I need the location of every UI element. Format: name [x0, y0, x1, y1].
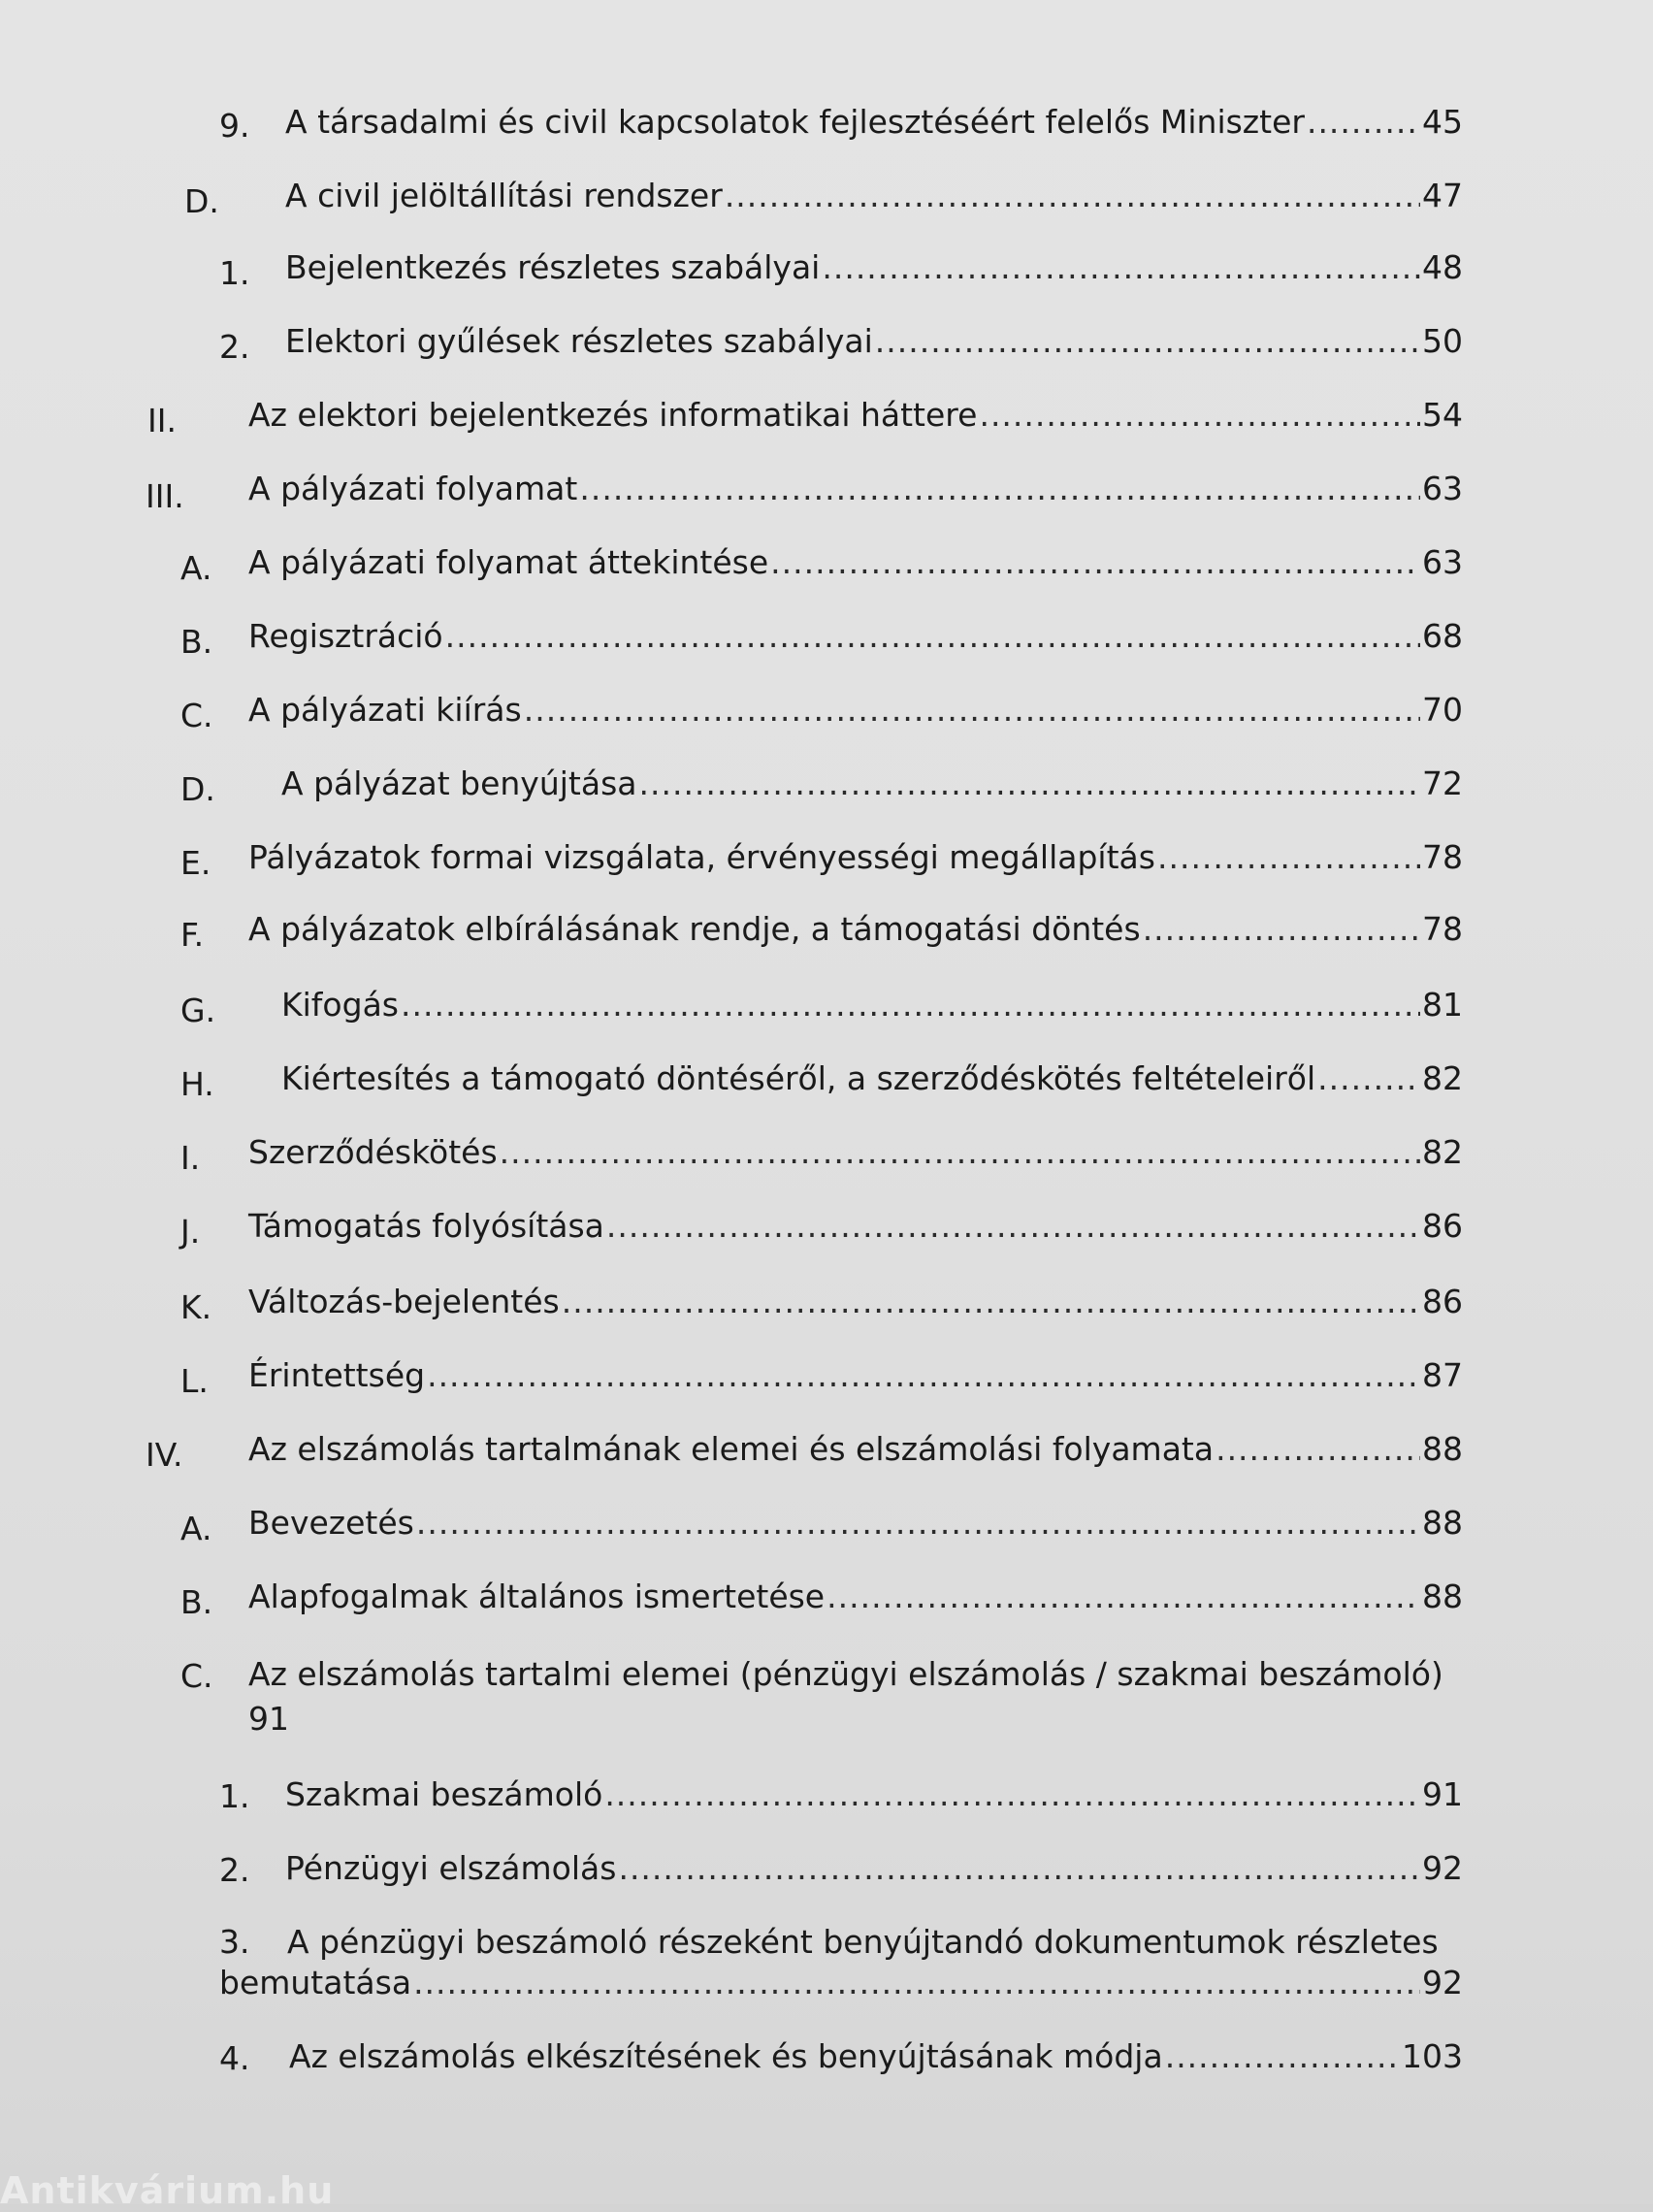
toc-entry[interactable] — [285, 1775, 1463, 1814]
dot-leader — [413, 1964, 1420, 2002]
toc-number: II. — [147, 402, 177, 439]
toc-number: IV. — [146, 1436, 183, 1474]
toc-entry[interactable] — [248, 1504, 1463, 1543]
dot-leader — [638, 764, 1420, 803]
toc-entry[interactable] — [248, 691, 1463, 730]
toc-entry-title: Szakmai beszámoló — [285, 1775, 603, 1813]
toc-number: K. — [180, 1288, 212, 1326]
toc-page-number: 81 — [1422, 986, 1463, 1024]
toc-entry-title: Az elszámolás elkészítésének és benyújtásának módja — [289, 2037, 1163, 2075]
toc-entry-title: Az elektori bejelentkezés informatikai háttere — [248, 396, 978, 434]
toc-number: 2. — [219, 328, 250, 366]
toc-entry-title: Regisztráció — [248, 617, 443, 655]
toc-page-number: 68 — [1422, 617, 1463, 655]
dot-leader — [500, 1133, 1420, 1172]
dot-leader — [604, 1775, 1420, 1814]
toc-number: I. — [180, 1139, 201, 1177]
toc-entry[interactable] — [248, 1207, 1463, 1246]
toc-number: A. — [180, 549, 212, 587]
toc-number: 4. — [219, 2039, 250, 2077]
toc-entry[interactable] — [281, 764, 1463, 803]
toc-entry-title: A pályázati kiírás — [248, 691, 522, 729]
toc-number: H. — [180, 1065, 214, 1103]
toc-entry-title: Bevezetés — [248, 1504, 414, 1542]
toc-page-number: 91 — [248, 1700, 289, 1738]
toc-page-number: 45 — [1422, 103, 1463, 141]
toc-entry-title: Kiértesítés a támogató döntéséről, a szerződéskötés feltételeiről — [281, 1059, 1316, 1097]
dot-leader — [1143, 910, 1420, 949]
toc-entry[interactable] — [248, 396, 1463, 435]
toc-number: D. — [184, 182, 219, 220]
toc-page-number: 88 — [1422, 1430, 1463, 1468]
dot-leader — [606, 1207, 1420, 1246]
dot-leader — [579, 470, 1420, 508]
toc-page-number: 103 — [1402, 2037, 1463, 2075]
toc-page-number: 86 — [1422, 1207, 1463, 1245]
toc-number: B. — [180, 1583, 213, 1621]
toc-entry[interactable] — [248, 1133, 1463, 1172]
dot-leader — [524, 691, 1420, 730]
toc-page-number: 87 — [1422, 1356, 1463, 1394]
toc-page-number: 86 — [1422, 1283, 1463, 1320]
dot-leader — [1157, 838, 1420, 877]
toc-number: III. — [146, 477, 184, 515]
toc-entry-title: A pályázatok elbírálásának rendje, a támogatási döntés — [248, 910, 1141, 948]
toc-entry[interactable] — [248, 1356, 1463, 1395]
toc-entry-title: Pénzügyi elszámolás — [285, 1849, 617, 1887]
toc-entry-title: Kifogás — [281, 986, 399, 1024]
dot-leader — [401, 986, 1420, 1025]
toc-entry[interactable] — [285, 322, 1463, 361]
toc-number: B. — [180, 623, 213, 661]
toc-entry[interactable] — [285, 248, 1463, 287]
toc-number: E. — [180, 844, 211, 882]
toc-entry-title: Szerződéskötés — [248, 1133, 498, 1171]
toc-entry[interactable] — [248, 470, 1463, 508]
dot-leader — [725, 177, 1420, 215]
toc-entry-title: A pályázat benyújtása — [281, 764, 637, 802]
toc-entry[interactable] — [285, 1849, 1463, 1888]
toc-entry-title: Bejelentkezés részletes szabályai — [285, 248, 821, 286]
dot-leader — [822, 248, 1420, 287]
toc-page-number: 70 — [1422, 691, 1463, 729]
toc-entry-title: Alapfogalmak általános ismertetése — [248, 1578, 826, 1615]
toc-entry-title-continuation: bemutatása — [219, 1964, 412, 2001]
toc-page-number: 82 — [1422, 1133, 1463, 1171]
toc-page-number: 78 — [1422, 838, 1463, 876]
toc-page-number: 92 — [1422, 1964, 1463, 2001]
toc-entry[interactable] — [248, 1430, 1463, 1469]
toc-number: C. — [180, 697, 213, 734]
toc-number: G. — [180, 992, 216, 1029]
toc-number: 1. — [219, 254, 250, 292]
toc-entry-title: Támogatás folyósítása — [248, 1207, 604, 1245]
toc-entry-title: Elektori gyűlések részletes szabályai — [285, 322, 873, 360]
toc-number: C. — [180, 1657, 213, 1695]
toc-number: 3. — [219, 1923, 250, 1961]
dot-leader — [1215, 1430, 1420, 1469]
dot-leader — [826, 1578, 1420, 1616]
dot-leader — [1307, 103, 1420, 142]
dot-leader — [416, 1504, 1420, 1543]
toc-page-number: 48 — [1422, 248, 1463, 286]
toc-entry[interactable] — [289, 2037, 1463, 2076]
toc-entry-title: Érintettség — [248, 1356, 426, 1394]
toc-entry-title: A pályázati folyamat — [248, 470, 578, 507]
dot-leader — [445, 617, 1420, 656]
toc-entry-title: Változás-bejelentés — [248, 1283, 560, 1320]
toc-page-number: 92 — [1422, 1849, 1463, 1887]
toc-entry[interactable] — [285, 177, 1463, 215]
toc-number: J. — [180, 1213, 201, 1251]
toc-page-number: 63 — [1422, 543, 1463, 581]
toc-page-number: 47 — [1422, 177, 1463, 214]
watermark: Antikvárium.hu — [0, 2169, 335, 2212]
toc-entry[interactable] — [248, 910, 1463, 949]
toc-number: A. — [180, 1510, 212, 1547]
toc-entry-title: Pályázatok formai vizsgálata, érvényességi megállapítás — [248, 838, 1155, 876]
toc-page-number: 63 — [1422, 470, 1463, 507]
dot-leader — [875, 322, 1420, 361]
dot-leader — [1165, 2037, 1400, 2076]
dot-leader — [562, 1283, 1420, 1321]
toc-page-number: 50 — [1422, 322, 1463, 360]
dot-leader — [1317, 1059, 1420, 1098]
toc-entry-continuation[interactable] — [219, 1964, 1463, 2002]
toc-number: 2. — [219, 1851, 250, 1889]
dot-leader — [770, 543, 1420, 582]
toc-page-number: 54 — [1422, 396, 1463, 434]
toc-entry-title: A pályázati folyamat áttekintése — [248, 543, 769, 581]
toc-entry[interactable] — [248, 838, 1463, 877]
toc-page-number: 72 — [1422, 764, 1463, 802]
toc-number: 9. — [219, 107, 250, 145]
toc-entry[interactable] — [248, 543, 1463, 582]
toc-number: D. — [180, 770, 215, 808]
toc-entry[interactable] — [281, 1059, 1463, 1098]
toc-number: F. — [180, 916, 205, 954]
toc-entry[interactable] — [248, 617, 1463, 656]
dot-leader — [618, 1849, 1420, 1888]
toc-entry-title: Az elszámolás tartalmának elemei és elszámolási folyamata — [248, 1430, 1215, 1468]
toc-page-number: 91 — [1422, 1775, 1463, 1813]
dot-leader — [979, 396, 1420, 435]
toc-entry-title[interactable]: Az elszámolás tartalmi elemei (pénzügyi elszámolás / szakmai beszámoló) — [248, 1655, 1443, 1693]
toc-entry[interactable] — [248, 1578, 1463, 1616]
toc-entry-title: A civil jelöltállítási rendszer — [285, 177, 723, 214]
toc-page-number: 88 — [1422, 1504, 1463, 1542]
toc-page-number: 88 — [1422, 1578, 1463, 1615]
toc-entry-title: A társadalmi és civil kapcsolatok fejlesztéséért felelős Miniszter — [285, 103, 1305, 141]
toc-page-number: 82 — [1422, 1059, 1463, 1097]
toc-page-number: 78 — [1422, 910, 1463, 948]
toc-number: L. — [180, 1362, 209, 1400]
dot-leader — [427, 1356, 1420, 1395]
toc-entry[interactable] — [285, 103, 1463, 142]
toc-number: 1. — [219, 1777, 250, 1815]
toc-entry-title[interactable]: A pénzügyi beszámoló részeként benyújtandó dokumentumok részletes — [287, 1923, 1439, 1961]
toc-entry[interactable] — [281, 986, 1463, 1025]
toc-entry[interactable] — [248, 1283, 1463, 1321]
